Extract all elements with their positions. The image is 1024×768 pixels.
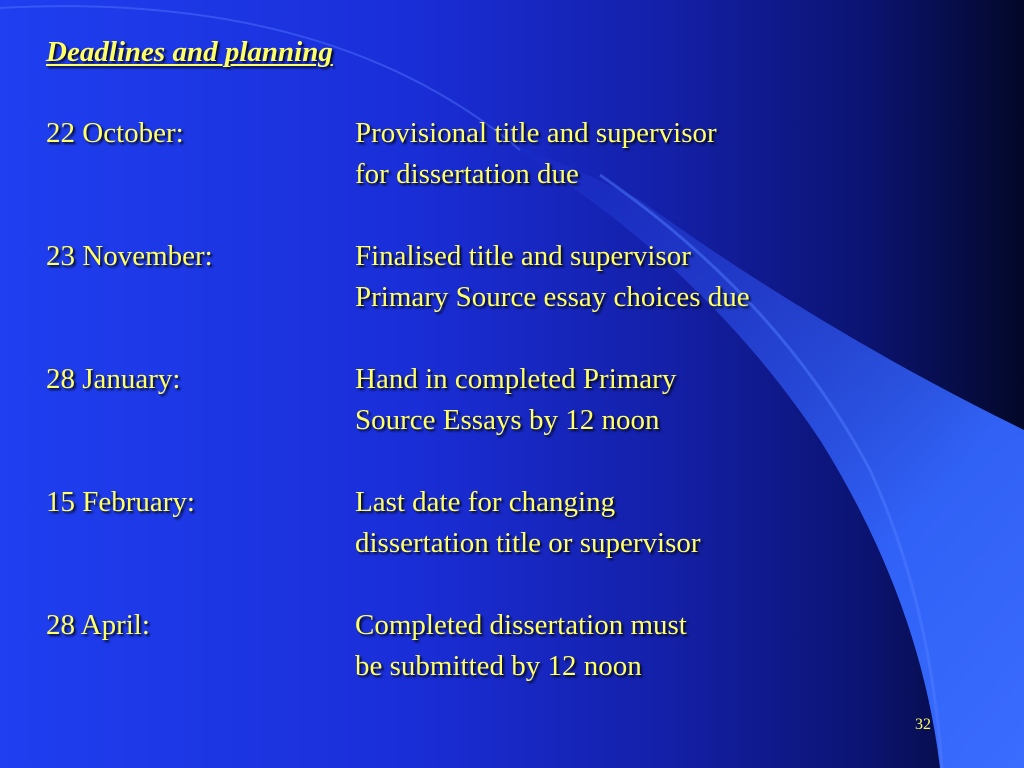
deadline-item (0, 117, 900, 207)
deadline-description-line-1: Finalised title and supervisor (355, 240, 691, 272)
deadline-item (0, 486, 900, 576)
deadline-item (0, 363, 900, 453)
deadline-description-line-2: dissertation title or supervisor (355, 527, 701, 559)
deadline-date: 23 November: (46, 240, 213, 272)
deadline-date: 15 February: (46, 486, 195, 518)
deadline-item (0, 609, 900, 699)
deadline-description-line-2: for dissertation due (355, 158, 579, 190)
deadline-item (0, 240, 900, 330)
deadline-description-line-2: Source Essays by 12 noon (355, 404, 660, 436)
deadline-date: 22 October: (46, 117, 184, 149)
deadline-description-line-1: Provisional title and supervisor (355, 117, 717, 149)
deadline-description-line-2: Primary Source essay choices due (355, 281, 750, 313)
deadline-description-line-1: Last date for changing (355, 486, 616, 518)
deadline-description-line-1: Completed dissertation must (355, 609, 687, 641)
deadline-description-line-2: be submitted by 12 noon (355, 650, 642, 682)
page-number: 32 (915, 716, 931, 733)
deadline-date: 28 January: (46, 363, 181, 395)
deadline-description-line-1: Hand in completed Primary (355, 363, 677, 395)
deadline-date: 28 April: (46, 609, 150, 641)
slide-title: Deadlines and planning (46, 36, 333, 68)
